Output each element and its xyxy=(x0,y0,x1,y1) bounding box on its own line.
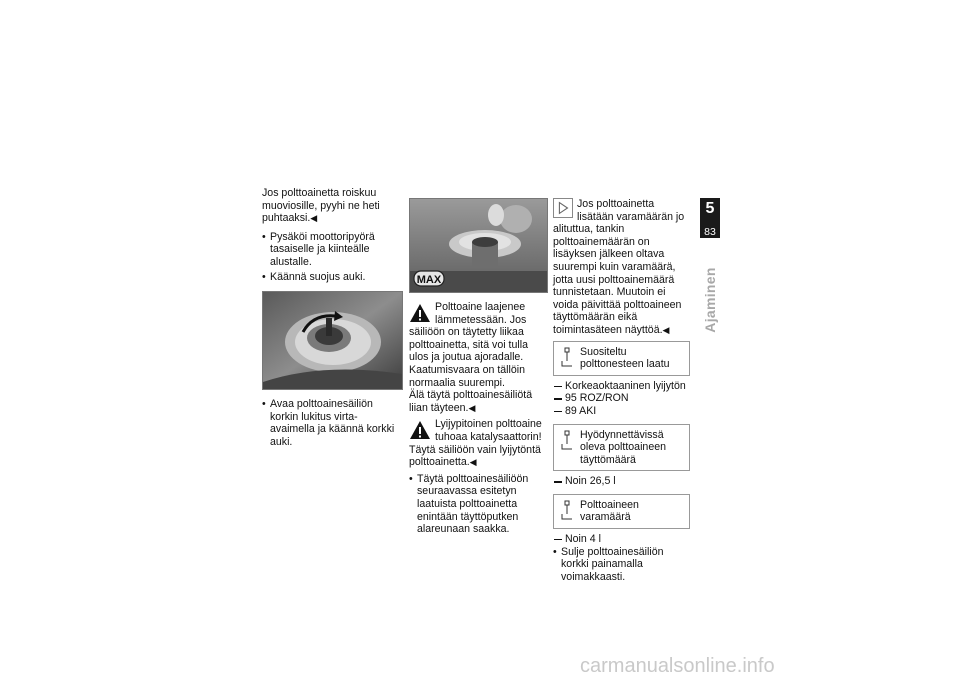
intro-text: Jos polttoainetta roiskuu muoviosille, pyyhi ne heti puhtaaksi. xyxy=(262,187,380,225)
spec-title: Polttoaineen varamäärä xyxy=(580,498,639,524)
spec-item: 89 AKI xyxy=(553,405,690,418)
bullet-item: Avaa polttoainesäiliön korkin lukitus virta-avaimella ja käännä korkki auki. xyxy=(270,398,395,448)
end-mark: ◀ xyxy=(310,213,318,224)
spec-item: Noin 4 l xyxy=(553,533,690,546)
play-triangle-icon xyxy=(553,198,573,218)
fuel-cap-photo xyxy=(262,291,403,390)
bullet-item: • Sulje polttoainesäiliön korkki painamalla voimakkaasti. xyxy=(553,546,690,584)
column-1 xyxy=(262,187,401,451)
warning-text: Älä täytä polttoainesäiliötä liian täyteen. xyxy=(409,389,533,414)
filler-neck-photo xyxy=(409,198,548,293)
bullet-item: • Täytä polttoainesäiliöön seuraavassa esitetyn laatuista polttoainetta enintään täyttöputken alareunaan saakka. xyxy=(409,473,546,536)
info-text: Jos polttoainetta lisätään varamäärän jo alituttua, tankin polttoainemäärän on lisäyksen jälkeen oltava suurempi kuin varamäärä, jotta uusi polttoainemäärä tunnistetaan. Muutoin ei voida päivittää polttoaineen täyttömäärän eikä toimintasäteen näyttöä. xyxy=(553,198,685,336)
watermark: carmanualsonline.info xyxy=(580,655,775,677)
warning-block xyxy=(409,301,546,414)
bullet-item: • Käännä suojus auki. xyxy=(262,271,401,284)
chapter-number: 5 xyxy=(705,200,715,217)
column-2 xyxy=(409,198,546,538)
warning-text: Polttoaine laajenee lämmetessään. Jos säiliöön on täytetty liikaa polttoainetta, sitä voi tulla ulos ja joutua ajoradalle. Kaatumisvaara on tällöin normaalia suurempi. xyxy=(409,301,528,389)
bullet-item: • Pysäköi moottoripyörä tasaiselle ja kiinteälle alustalle. xyxy=(262,231,401,269)
warning-text: Täytä säiliöön vain lyijytöntä polttoainetta. xyxy=(409,443,541,469)
info-block xyxy=(553,198,690,337)
fuel-spec-icon xyxy=(561,347,573,367)
chapter-title: Ajaminen xyxy=(702,267,718,333)
warning-triangle-icon xyxy=(409,303,431,323)
spec-box-usable-capacity xyxy=(553,424,690,472)
spec-title: Hyödynnettävissä oleva polttoaineen täyttömäärä xyxy=(580,428,666,466)
warning-triangle-icon xyxy=(409,420,431,440)
end-mark: ◀ xyxy=(469,457,477,468)
column-3 xyxy=(553,198,690,585)
fuel-spec-icon xyxy=(561,430,573,450)
spec-item: Korkeaoktaaninen lyijytön xyxy=(553,380,690,393)
end-mark: ◀ xyxy=(662,324,670,335)
spec-title: Suositeltu polttonesteen laatu xyxy=(580,345,670,371)
fuel-spec-icon xyxy=(561,500,573,520)
spec-box-reserve xyxy=(553,494,690,529)
spec-item: Noin 26,5 l xyxy=(553,475,690,488)
page-number: 83 xyxy=(704,226,716,238)
spec-item: 95 ROZ/RON xyxy=(553,392,690,405)
warning-block xyxy=(409,418,546,468)
spec-box-fuel-quality xyxy=(553,341,690,376)
warning-text: Lyijypitoinen polttoaine tuhoaa katalysaattorin! xyxy=(435,418,542,443)
max-label: MAX xyxy=(416,274,442,286)
end-mark: ◀ xyxy=(468,402,476,413)
